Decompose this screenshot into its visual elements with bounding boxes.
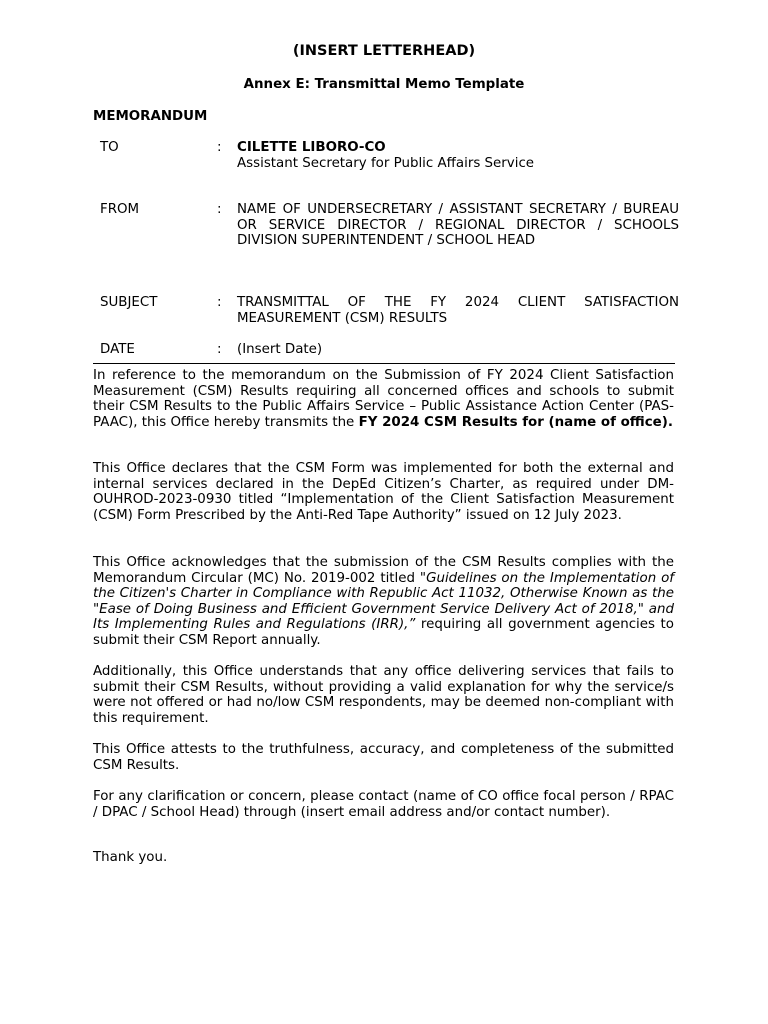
paragraph-contact: For any clarification or concern, please contact (name of CO office focal person / RPAC / DPAC / School Head) through (insert email address and/or contact number). [93,789,674,820]
to-value [237,140,679,171]
paragraph-attestation: This Office attests to the truthfulness, accuracy, and completeness of the submitted CSM Results. [93,742,674,773]
to-colon: : [217,140,222,155]
from-label: FROM [100,202,140,217]
paragraph-acknowledgement-tail: requiring all government agencies to submit their CSM Report annually. [93,617,674,648]
date-value: (Insert Date) [237,342,323,357]
paragraph-compliance: Additionally, this Office understands that any office delivering services that fails to submit their CSM Results, without providing a valid explanation for why the service/s were not offered or had no/low CSM respondents, may be deemed non-compliant with this requirement. [93,664,674,726]
subject-colon: : [217,295,222,310]
header-divider [93,363,675,364]
paragraph-reference-bold: FY 2024 CSM Results for (name of office). [358,414,673,430]
subject-value: TRANSMITTAL OF THE FY 2024 CLIENT SATISFACTION MEASUREMENT (CSM) RESULTS [237,295,679,326]
paragraph-acknowledgement-italic: Guidelines on the Implementation of the Citizen's Charter in Compliance with Republic Act 11032, Otherwise Known as the "Ease of Doing Business and Efficient Government Service Delivery Act of 2018," and Its Implementing Rules and Regulations (IRR),” [93,570,675,633]
paragraph-acknowledgement-lead: This Office acknowledges that the submission of the CSM Results complies with the Memorandum Circular (MC) No. 2019-002 titled " [93,555,674,586]
paragraph-acknowledgement [93,555,674,649]
letterhead-placeholder: (INSERT LETTERHEAD) [292,43,476,59]
subject-label: SUBJECT [100,295,158,310]
date-label: DATE [100,342,135,357]
sender-value: NAME OF UNDERSECRETARY / ASSISTANT SECRETARY / BUREAU OR SERVICE DIRECTOR / REGIONAL DIRECTOR / SCHOOLS DIVISION SUPERINTENDENT / SCHOOL HEAD [237,202,679,249]
to-label: TO [100,140,119,155]
closing-thank-you: Thank you. [93,850,168,865]
paragraph-declaration: This Office declares that the CSM Form was implemented for both the external and internal services declared in the DepEd Citizen’s Charter, as required under DM-OUHROD-2023-0930 titled “Implementation of the Client Satisfaction Measurement (CSM) Form Prescribed by the Anti-Red Tape Authority” issued on 12 July 2023. [93,461,674,523]
annex-title: Annex E: Transmittal Memo Template [243,77,525,92]
paragraph-reference-text: In reference to the memorandum on the Submission of FY 2024 Client Satisfaction Measurement (CSM) Results requiring all concerned offices and schools to submit their CSM Results to the Public Affairs Service – Public Assistance Action Center (PAS-PAAC), this Office hereby transmits the [93,368,674,430]
from-colon: : [217,202,222,217]
recipient-name: CILETTE LIBORO-CO [237,140,386,155]
paragraph-reference [93,368,674,430]
date-colon: : [217,342,222,357]
memorandum-heading: MEMORANDUM [93,109,208,124]
recipient-position: Assistant Secretary for Public Affairs Service [237,155,535,171]
